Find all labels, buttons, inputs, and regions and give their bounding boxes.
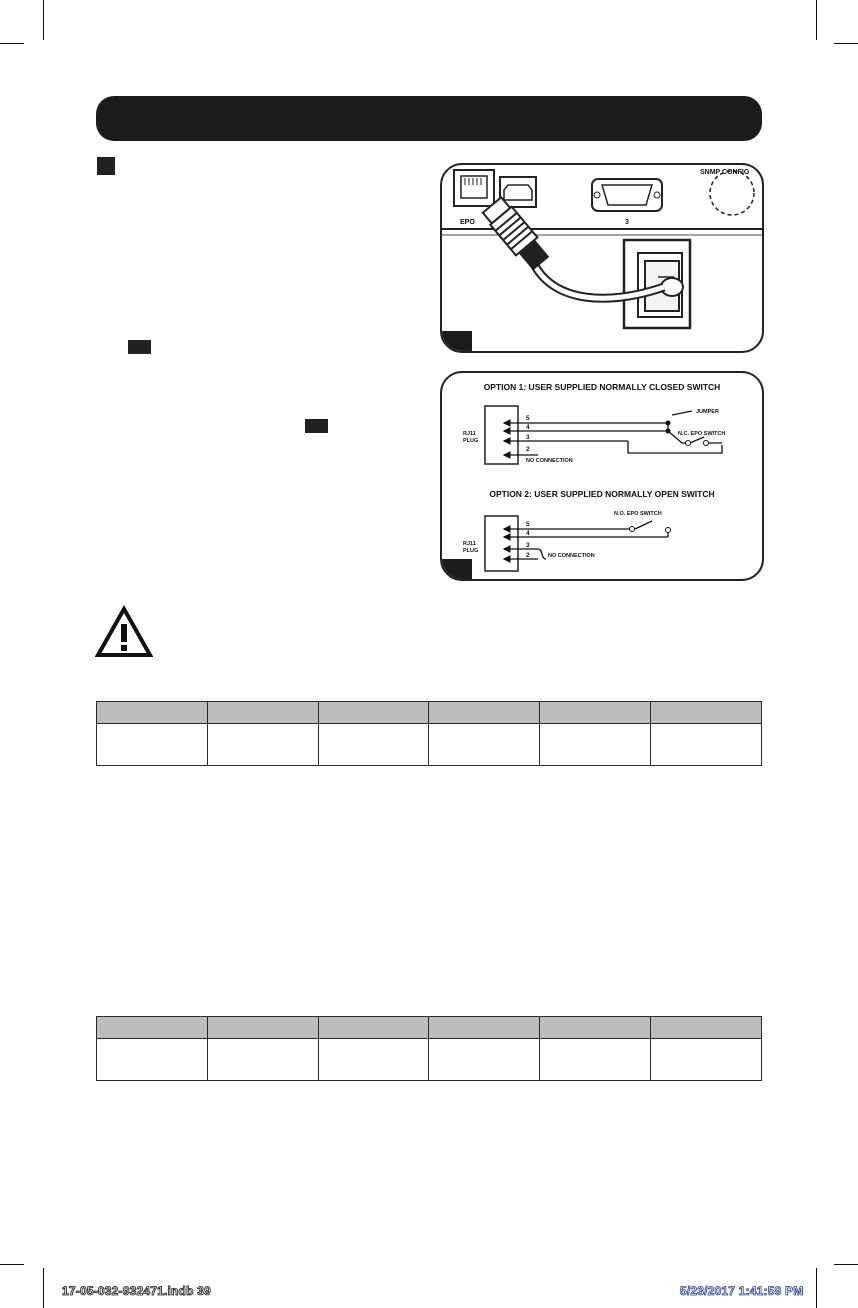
table-cell	[429, 724, 540, 766]
table-cell	[429, 1039, 540, 1081]
snmp-config-label: SNMP CONFIG	[700, 169, 750, 176]
table-cell	[540, 724, 651, 766]
crop-mark	[816, 1268, 817, 1308]
step-marker	[97, 157, 115, 175]
table-cell	[651, 724, 762, 766]
footer-timestamp: 5/23/2017 1:41:59 PM	[680, 1284, 804, 1298]
table-header-cell	[651, 702, 762, 724]
crop-mark	[43, 1268, 44, 1308]
crop-mark	[0, 1264, 24, 1265]
spec-table	[96, 1016, 762, 1081]
table-header-cell	[429, 702, 540, 724]
figure-tab	[442, 331, 472, 351]
table-header-cell	[318, 702, 429, 724]
pin-3: 3	[526, 542, 530, 549]
table-header-cell	[207, 702, 318, 724]
pin-4: 4	[526, 530, 530, 537]
table-header-row	[97, 702, 762, 724]
table-cell	[97, 1039, 208, 1081]
table-row	[97, 724, 762, 766]
table-cell	[97, 724, 208, 766]
footer-file-name: 17-05-032-932471.indb 39	[62, 1284, 211, 1298]
table-header-cell	[429, 1017, 540, 1039]
epo-label: EPO	[460, 219, 475, 226]
table-header-cell	[97, 702, 208, 724]
option-2-title: OPTION 2: USER SUPPLIED NORMALLY OPEN SWITCH	[489, 489, 715, 499]
rj11-plug-box	[485, 516, 518, 571]
pin-4: 4	[526, 424, 530, 431]
pin-2: 2	[526, 552, 530, 559]
no-connection-label: NO CONNECTION	[548, 553, 595, 559]
crop-mark	[0, 43, 24, 44]
plug-label-line-2: PLUG	[463, 438, 479, 444]
pin-5: 5	[526, 415, 530, 422]
jumper-label: JUMPER	[696, 409, 719, 415]
section-header-bar	[96, 96, 762, 141]
table-header-cell	[540, 1017, 651, 1039]
wiring-drawing	[442, 373, 762, 579]
plug-label-line-2: PLUG	[463, 548, 479, 554]
warning-icon	[95, 605, 153, 659]
epo-port-illustration	[440, 163, 764, 353]
serial-port	[592, 179, 662, 211]
pin-2: 2	[526, 446, 530, 453]
spec-table	[96, 701, 762, 766]
table-header-cell	[97, 1017, 208, 1039]
epo-wiring-diagram	[440, 371, 764, 581]
table-cell	[318, 1039, 429, 1081]
plug-label-line-1: RJ11	[463, 541, 476, 547]
no-switch-label: N.O. EPO SWITCH	[614, 511, 662, 517]
crop-mark	[816, 0, 817, 40]
no-connection-label: NO CONNECTION	[526, 458, 573, 464]
table-header-cell	[318, 1017, 429, 1039]
crop-mark	[43, 0, 44, 40]
figure-reference-marker	[128, 340, 151, 354]
figure-tab	[442, 559, 472, 579]
crop-mark	[834, 1264, 858, 1265]
table-cell	[207, 1039, 318, 1081]
crop-mark	[834, 43, 858, 44]
nc-switch-label: N.C. EPO SWITCH	[678, 431, 726, 437]
pin-3: 3	[526, 434, 530, 441]
port-3-label: 3	[625, 219, 629, 226]
option-1-title: OPTION 1: USER SUPPLIED NORMALLY CLOSED SWITCH	[483, 382, 721, 392]
table-cell	[540, 1039, 651, 1081]
table-cell	[318, 724, 429, 766]
table-header-cell	[540, 702, 651, 724]
table-header-cell	[207, 1017, 318, 1039]
table-cell	[207, 724, 318, 766]
pin-5: 5	[526, 521, 530, 528]
table-header-cell	[651, 1017, 762, 1039]
epo-port-drawing	[442, 165, 762, 351]
table-header-row	[97, 1017, 762, 1039]
table-cell	[651, 1039, 762, 1081]
figure-reference-marker	[305, 419, 328, 433]
table-row	[97, 1039, 762, 1081]
plug-label-line-1: RJ11	[463, 431, 476, 437]
